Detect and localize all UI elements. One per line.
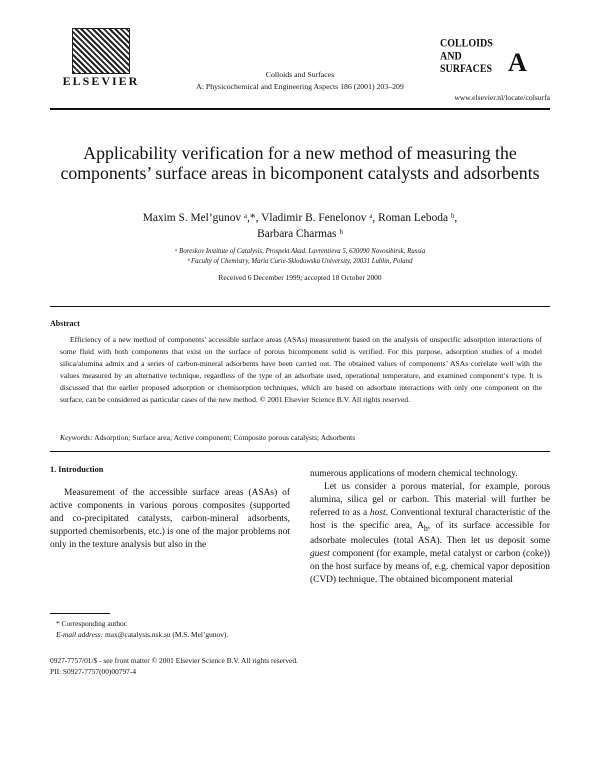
copyright-line: 0927-7757/01/$ - see front matter © 2001 Elsevier Science B.V. All rights reserved. — [50, 656, 298, 665]
copyright-block — [50, 655, 450, 677]
footnote — [56, 618, 296, 640]
abstract-bottom-divider — [50, 451, 550, 452]
pii: PII: S0927-7757(00)00797-4 — [50, 667, 137, 676]
right-column — [310, 468, 550, 587]
right-column-paragraph-2: Let us consider a porous material, for example, porous alumina, silica gel or carbon. This material will further be referred to as a host. Conventional textural characteristic of the host is the specific area, $A_h$, of its surface accessible for adsorbate molecules (total ASA). Then let us deposit some guest component (for example, metal catalyst or carbon (coke)) on the host surface by means of, e.g. chemical vapor deposition (CVD) technique. The obtained bicomponent material — [310, 482, 551, 585]
author-list — [80, 210, 520, 242]
affiliation-a: ᵃ Boreskov Institute of Catalysis, Prospekt Akad. Lavrentieva 5, 630090 Novosibirsk, Russia — [174, 248, 426, 255]
abstract-top-divider — [50, 306, 550, 307]
journal-name: Colloids and Surfaces — [265, 70, 335, 79]
email-address[interactable]: max@catalysis.nsk.su (M.S. Mel’gunov). — [105, 630, 229, 639]
article-title: Applicability verification for a new method of measuring the components’ surface areas in bicomponent catalysts and adsorbents — [60, 143, 540, 183]
journal-logo — [440, 37, 550, 92]
authors-line-2: Barbara Charmas ᵇ — [257, 228, 343, 240]
journal-logo-letter: A — [508, 48, 527, 77]
elsevier-tree-icon — [72, 28, 130, 74]
abstract-heading: Abstract — [50, 319, 80, 328]
keywords — [60, 433, 542, 442]
elsevier-logo — [62, 28, 140, 90]
section-heading: 1. Introduction — [50, 465, 104, 474]
journal-logo-words: COLLOIDS AND SURFACES — [440, 37, 493, 76]
keywords-label: Keywords: — [60, 433, 93, 442]
received-dates: Received 6 December 1999; accepted 18 October 2000 — [218, 273, 382, 282]
left-column-text: Measurement of the accessible surface areas (ASAs) of active components in various porous composites (supported and co-precipitated catalysts, carbon-mineral adsorbents, supported chemisorbents, etc.) is one of the major problems not only in the texture analysis but also in the — [50, 488, 290, 550]
affiliation-b: ᵇ Faculty of Chemistry, Maria Curie-Sklodowska University, 20031 Lublin, Poland — [187, 258, 413, 265]
publisher-name: ELSEVIER — [62, 74, 140, 88]
keywords-list: Adsorption; Surface area; Active component; Composite porous catalysts; Adsorbents — [94, 433, 356, 442]
affiliations — [90, 247, 510, 267]
abstract-text: Efficiency of a new method of components’ accessible surface areas (ASAs) measurement based on the analysis of unspecific adsorption interactions of some fluid with both components that exist on the surface of porous bicomponent solid is verified. For this purpose, adsorption studies of a model silica/alumina admix and a series of carbon-mineral adsorbents have been carried out. The obtained values of components’ ASAs correlate well with the values measured by an alternative technique, regardless of the type of an adsorbate used, operational temperature, and examined component’s type. It is discussed that the earlier proposed adsorption or chemisorption techniques, which are based on adsorbate interactions with only one component on the surface, can be considered as particular cases of the new method. © 2001 Elsevier Science B.V. All rights reserved. — [60, 335, 542, 404]
corresponding-author-note: * Corresponding author. — [56, 619, 128, 628]
header-divider — [50, 108, 550, 110]
journal-citation — [170, 69, 430, 93]
footnote-divider — [50, 613, 110, 614]
email-note: E-mail address: max@catalysis.nsk.su (M.S. Mel’gunov). — [56, 630, 229, 639]
right-column-paragraph-1: numerous applications of modern chemical technology. — [310, 469, 518, 479]
journal-url[interactable]: www.elsevier.nl/locate/colsurfa — [454, 93, 550, 102]
journal-volume: A: Physicochemical and Engineering Aspects 186 (2001) 203–209 — [196, 82, 404, 91]
authors-line-1: Maxim S. Mel’gunov ᵃ,*, Vladimir B. Fenelonov ᵃ, Roman Leboda ᵇ, — [142, 212, 458, 224]
